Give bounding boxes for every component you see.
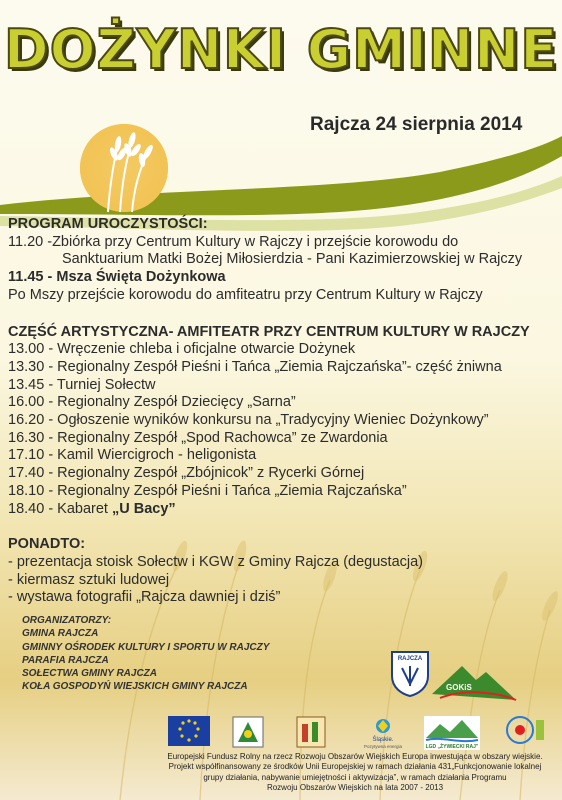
event-date: Rajcza 24 sierpnia 2014 [310,114,523,135]
eu-flag-logo [168,716,210,746]
footer-line: Rozwoju Obszarów Wiejskich na lata 2007 - 2013 [266,782,444,792]
organizer-item: GMINA RAJCZA [22,628,99,640]
prow-logo [296,716,326,748]
rajcza-seal-logo [388,648,432,698]
footer-line: grupy działania, nabywanie umiejętności i aktywizacja”, w ramach działania Programu [203,772,507,782]
mass-line: 11.45 - Msza Święta Dożynkowa [8,269,226,286]
footer-line: Europejski Fundusz Rolny na rzecz Rozwoju Obszarów Wiejskich Europa inwestująca w obszary wiejskie. [167,752,543,761]
sun-wheat-icon [78,122,170,214]
besides-item: - wystawa fotografii „Rajcza dawniej i dziś” [8,589,281,606]
organizer-item: KOŁA GOSPODYŃ WIEJSKICH GMINY RAJCZA [22,681,248,693]
program-heading: PROGRAM UROCZYSTOŚCI: [8,216,208,232]
organizers-block [22,614,269,694]
schedule-item: 16.30 - Regionalny Zespół „Spod Rachowca” ze Zwardonia [8,429,388,446]
gokis-logo [430,660,518,702]
program-line: 11.20 -Zbiórka przy Centrum Kultury w Rajczy i przejście korowodu do [8,233,459,250]
schedule-item: 17.40 - Regionalny Zespół „Zbójnicok” z Rycerki Górnej [8,465,365,482]
region-logo [500,714,546,750]
lgd-logo [424,716,480,749]
besides-item: - kiermasz sztuki ludowej [8,571,170,588]
program-content [8,216,558,607]
schedule-item: 13.00 - Wręczenie chleba i oficjalne otwarcie Dożynek [8,341,356,358]
organizer-item: SOŁECTWA GMINY RAJCZA [22,668,158,680]
schedule-item-bold: „U Bacy” [112,500,176,517]
program-line: Sanktuarium Matki Bożej Miłosierdzia - Pani Kazimierzowskiej w Rajczy [62,251,523,268]
schedule-item: 13.30 - Regionalny Zespół Pieśni i Tańca „Ziemia Rajczańska”- część żniwna [8,358,502,375]
schedule-item: 16.00 - Regionalny Zespół Dziecięcy „Sarna” [8,394,296,411]
program-line: Po Mszy przejście korowodu do amfiteatru przy Centrum Kultury w Rajczy [8,286,483,303]
slaskie-sublabel: Pozytywna energia [363,744,403,749]
leader-logo [232,716,264,748]
lgd-label: LGD „ŻYWIECKI RAJ” [425,744,479,750]
seal-label: RAJCZA [397,656,423,662]
artistic-heading: CZĘŚĆ ARTYSTYCZNA- AMFITEATR PRZY CENTRUM KULTURY W RAJCZY [8,323,530,340]
organizers-heading: ORGANIZATORZY: [22,615,112,626]
schedule-item: 18.10 - Regionalny Zespół Pieśni i Tańca „Ziemia Rajczańska” [8,482,407,499]
slaskie-logo [360,716,406,749]
besides-heading: PONADTO: [8,536,86,553]
slaskie-mark-icon [360,716,406,750]
organizer-item: GMINNY OŚRODEK KULTURY I SPORTU W RAJCZY [22,641,270,653]
schedule-item: 16.20 - Ogłoszenie wyników konkursu na „Tradycyjny Wieniec Dożynkowy” [8,412,489,429]
gokis-label: GOKiS [446,683,472,692]
organizer-item: PARAFIA RAJCZA [22,654,109,666]
footer-line: Projekt współfinansowany ze środków Unii Europejskiej w ramach działania 431„Funkcjonowanie lokalnej [168,762,542,772]
lgd-mountains-icon [424,716,480,750]
schedule-item-prefix: 18.40 - Kabaret [8,500,112,517]
besides-item: - prezentacja stoisk Sołectw i KGW z Gminy Rajcza (degustacja) [8,553,423,570]
schedule-item: 17.10 - Kamil Wiercigroch - heligonista [8,447,257,464]
page-title: DOŻYNKI GMINNE [3,18,559,81]
schedule-item-last [8,501,558,519]
footer-funding-note [150,752,560,793]
schedule-item: 13.45 - Turniej Sołectw [8,376,156,393]
slaskie-label: Śląskie. [372,737,394,743]
